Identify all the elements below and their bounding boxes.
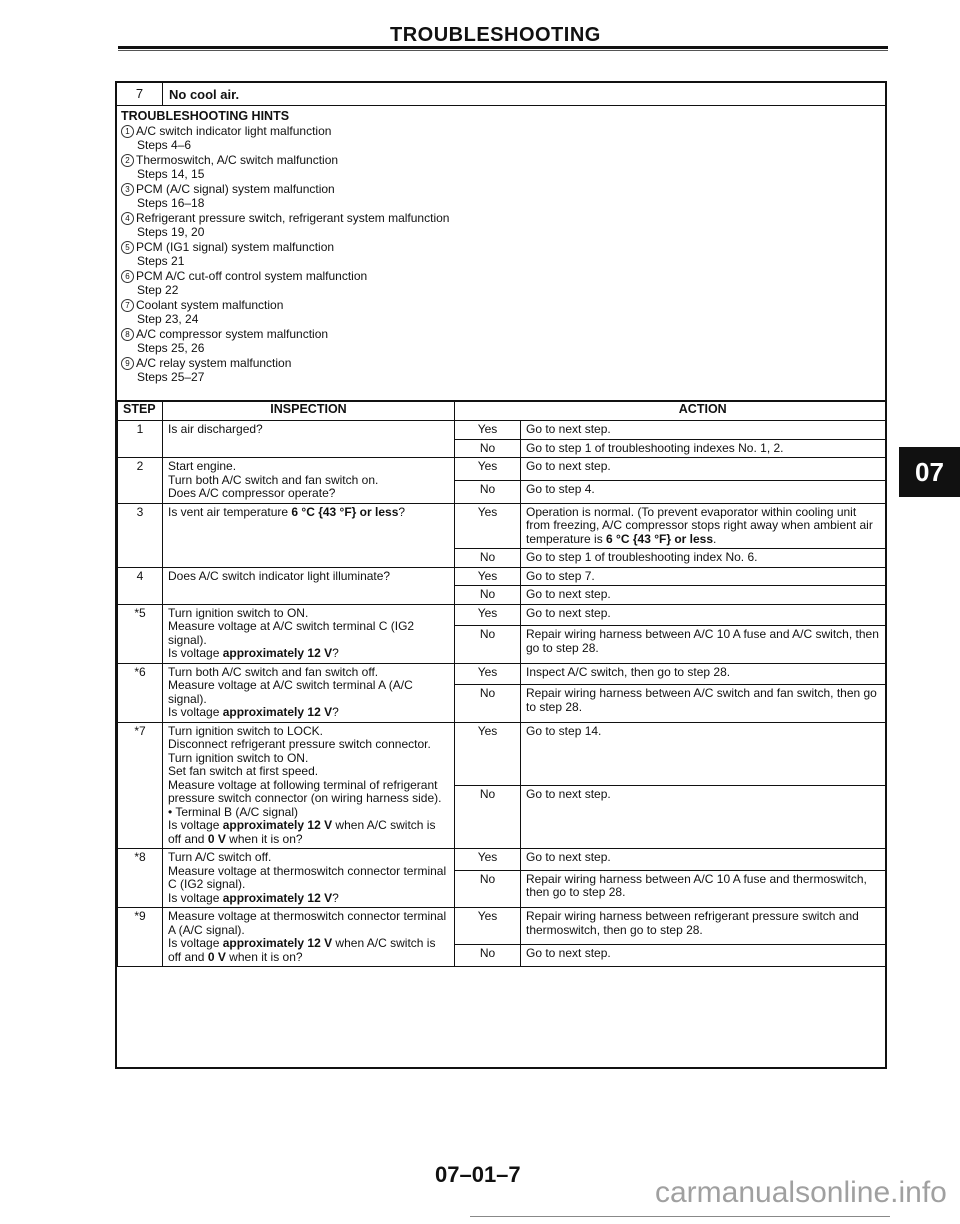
- troubleshooting-hints: [117, 106, 885, 401]
- symptom-header: [117, 83, 885, 106]
- inspection-text: Turn A/C switch off. Measure voltage at thermoswitch connector terminal C (IG2 signal). Is voltage: [168, 850, 447, 905]
- no-label: No: [455, 549, 521, 568]
- troubleshooting-frame: [115, 81, 887, 1069]
- action-text: Go to step 7.: [526, 568, 595, 583]
- table-row: [118, 503, 886, 549]
- yes-action: [521, 722, 886, 785]
- inspection-text: when A/C switch is off and: [168, 818, 436, 846]
- hint-item: [121, 240, 885, 255]
- hint-steps: Step 23, 24: [137, 312, 199, 326]
- hint-item: [121, 153, 885, 168]
- inspection-text: ?: [332, 890, 339, 905]
- yes-action: [521, 567, 886, 586]
- hint-text: Thermoswitch, A/C switch malfunction: [136, 152, 339, 167]
- footer-line: [470, 1216, 890, 1217]
- action-text: Go to next step.: [526, 422, 611, 436]
- yes-label: Yes: [455, 908, 521, 945]
- hint-text: PCM (A/C signal) system malfunction: [136, 181, 335, 196]
- no-action: [521, 685, 886, 722]
- inspection-text: Start engine. Turn both A/C switch and fan switch on. Does A/C compressor operate?: [168, 459, 379, 500]
- hint-steps: Steps 4–6: [137, 138, 192, 152]
- no-label: No: [455, 439, 521, 458]
- title-rule: [118, 46, 888, 49]
- action-text: Repair wiring harness between refrigerant pressure switch and thermoswitch, then go to step 28.: [526, 909, 859, 937]
- no-action: [521, 439, 886, 458]
- no-label: No: [455, 870, 521, 907]
- action-text: Go to step 14.: [526, 723, 602, 738]
- yes-action: [521, 503, 886, 549]
- action-text: Go to next step.: [526, 850, 611, 864]
- table-row: [118, 567, 886, 586]
- inspection-text: Is air discharged?: [168, 422, 263, 436]
- action-text: Operation is normal. (To prevent evaporator within cooling unit from freezing, A/C compressor stops right away when ambient air temperature is: [526, 504, 873, 546]
- inspection-cell: [163, 908, 455, 967]
- no-action: [521, 785, 886, 848]
- yes-action: [521, 458, 886, 481]
- hint-steps: Steps 25–27: [137, 370, 205, 384]
- action-text: Go to next step.: [526, 605, 611, 620]
- inspection-cell: [163, 503, 455, 567]
- table-row: [118, 849, 886, 871]
- inspection-text: Turn both A/C switch and fan switch off. Measure voltage at A/C switch terminal A (A/C signal). Is voltage: [168, 664, 413, 719]
- yes-label: Yes: [455, 421, 521, 440]
- hint-item: [121, 356, 885, 371]
- header-step: STEP: [118, 402, 163, 421]
- title-rule-thin: [118, 50, 888, 51]
- symptom-number: 7: [117, 83, 163, 105]
- inspection-cell: [163, 722, 455, 849]
- action-text: Repair wiring harness between A/C 10 A fuse and A/C switch, then go to step 28.: [526, 627, 879, 655]
- no-label: No: [455, 586, 521, 605]
- hint-item: [121, 124, 885, 139]
- table-row: [118, 663, 886, 685]
- step-number: *6: [118, 663, 163, 722]
- no-label: No: [455, 480, 521, 503]
- circled-number-icon: 9: [121, 357, 134, 370]
- action-text: Go to next step.: [526, 946, 611, 961]
- no-label: No: [455, 685, 521, 722]
- hint-text: Coolant system malfunction: [136, 297, 284, 312]
- yes-action: [521, 849, 886, 871]
- yes-label: Yes: [455, 722, 521, 785]
- inspection-bold: approximately 12 V: [222, 818, 333, 832]
- no-action: [521, 945, 886, 967]
- inspection-bold: 0 V: [207, 949, 226, 964]
- inspection-cell: [163, 458, 455, 504]
- inspection-text: when it is on?: [225, 949, 303, 964]
- table-row: [118, 458, 886, 481]
- circled-number-icon: 7: [121, 299, 134, 312]
- no-action: [521, 626, 886, 663]
- inspection-cell: [163, 849, 455, 908]
- action-text: .: [713, 531, 717, 546]
- inspection-cell: [163, 421, 455, 458]
- yes-label: Yes: [455, 849, 521, 871]
- action-text: Go to step 4.: [526, 481, 595, 496]
- inspection-bold: approximately 12 V: [222, 705, 333, 719]
- yes-action: [521, 604, 886, 626]
- no-action: [521, 870, 886, 907]
- hint-text: A/C compressor system malfunction: [136, 326, 329, 341]
- header-yesno-spacer: [455, 402, 521, 421]
- circled-number-icon: 5: [121, 241, 134, 254]
- inspection-text: Turn ignition switch to ON. Measure voltage at A/C switch terminal C (IG2 signal). Is voltage: [168, 605, 415, 660]
- hint-item: [121, 327, 885, 342]
- inspection-bold: approximately 12 V: [222, 646, 333, 660]
- yes-action: [521, 663, 886, 685]
- hint-steps: Steps 14, 15: [137, 167, 205, 181]
- inspection-bold: approximately 12 V: [222, 890, 333, 905]
- page-number: 07–01–7: [435, 1162, 521, 1187]
- hint-text: A/C switch indicator light malfunction: [136, 123, 332, 138]
- action-text: Go to next step.: [526, 587, 611, 601]
- step-number: 2: [118, 458, 163, 504]
- hint-text: A/C relay system malfunction: [136, 355, 292, 370]
- inspection-bold: 0 V: [207, 831, 226, 846]
- no-label: No: [455, 626, 521, 663]
- circled-number-icon: 3: [121, 183, 134, 196]
- yes-label: Yes: [455, 503, 521, 549]
- circled-number-icon: 4: [121, 212, 134, 225]
- table-row: [118, 908, 886, 945]
- table-header-row: [118, 402, 886, 421]
- header-action: ACTION: [521, 402, 886, 421]
- action-text: Go to next step.: [526, 786, 611, 801]
- hint-steps: Steps 16–18: [137, 196, 205, 210]
- inspection-text: Is vent air temperature: [168, 504, 292, 519]
- step-number: *9: [118, 908, 163, 967]
- hints-title: TROUBLESHOOTING HINTS: [121, 109, 290, 123]
- header-inspection: INSPECTION: [163, 402, 455, 421]
- hint-item: [121, 211, 885, 226]
- hint-text: Refrigerant pressure switch, refrigerant system malfunction: [136, 210, 450, 225]
- no-label: No: [455, 785, 521, 848]
- circled-number-icon: 1: [121, 125, 134, 138]
- chapter-tab[interactable]: 07: [899, 447, 960, 497]
- hint-item: [121, 298, 885, 313]
- inspection-cell: [163, 663, 455, 722]
- action-text: Go to step 1 of troubleshooting index No. 6.: [526, 550, 758, 564]
- circled-number-icon: 2: [121, 154, 134, 167]
- hint-steps: Steps 25, 26: [137, 341, 205, 355]
- action-text: Go to next step.: [526, 459, 611, 473]
- action-text: Go to step 1 of troubleshooting indexes No. 1, 2.: [526, 440, 784, 455]
- step-number: 1: [118, 421, 163, 458]
- step-number: *8: [118, 849, 163, 908]
- inspection-text: Measure voltage at thermoswitch connector terminal A (A/C signal). Is voltage: [168, 909, 447, 950]
- table-row: [118, 421, 886, 440]
- table-row: [118, 722, 886, 785]
- no-action: [521, 480, 886, 503]
- hint-item: [121, 182, 885, 197]
- inspection-text: ?: [332, 646, 339, 660]
- hint-steps: Steps 19, 20: [137, 225, 205, 239]
- symptom-text: No cool air.: [169, 86, 240, 102]
- circled-number-icon: 6: [121, 270, 134, 283]
- step-number: *5: [118, 604, 163, 663]
- yes-label: Yes: [455, 663, 521, 685]
- inspection-text: ?: [398, 504, 406, 519]
- yes-action: [521, 908, 886, 945]
- inspection-cell: [163, 604, 455, 663]
- watermark-text: carmanualsonline.info: [655, 1176, 947, 1209]
- step-number: 4: [118, 567, 163, 604]
- inspection-text: ?: [332, 705, 339, 719]
- inspection-text: when A/C switch is off and: [168, 936, 436, 964]
- inspection-bold: approximately 12 V: [222, 936, 333, 950]
- inspection-table: [117, 401, 886, 967]
- step-number: 3: [118, 503, 163, 567]
- action-text: Inspect A/C switch, then go to step 28.: [526, 664, 731, 679]
- yes-action: [521, 421, 886, 440]
- hint-text: PCM A/C cut-off control system malfunction: [136, 268, 368, 283]
- yes-label: Yes: [455, 458, 521, 481]
- action-bold: 6 °C {43 °F} or less: [606, 531, 714, 546]
- yes-label: Yes: [455, 604, 521, 626]
- action-text: Repair wiring harness between A/C 10 A fuse and thermoswitch, then go to step 28.: [526, 871, 867, 900]
- hint-text: PCM (IG1 signal) system malfunction: [136, 239, 335, 254]
- step-number: *7: [118, 722, 163, 849]
- inspection-text: when it is on?: [225, 831, 303, 846]
- action-text: Repair wiring harness between A/C switch and fan switch, then go to step 28.: [526, 686, 877, 714]
- inspection-text: Does A/C switch indicator light illuminate?: [168, 568, 391, 583]
- hint-steps: Steps 21: [137, 254, 185, 268]
- table-row: [118, 604, 886, 626]
- inspection-text: Turn ignition switch to LOCK. Disconnect refrigerant pressure switch connector. Turn ignition switch to ON. Set fan switch at first speed. Measure voltage at following terminal of refrigerant pressure switch connector (on wiring harness side). • Terminal B (A/C signal) Is voltage: [168, 723, 442, 832]
- yes-label: Yes: [455, 567, 521, 586]
- circled-number-icon: 8: [121, 328, 134, 341]
- hint-steps: Step 22: [137, 283, 179, 297]
- inspection-cell: [163, 567, 455, 604]
- no-label: No: [455, 945, 521, 967]
- inspection-bold: 6 °C {43 °F} or less: [291, 504, 399, 519]
- page-title: TROUBLESHOOTING: [390, 24, 601, 46]
- no-action: [521, 549, 886, 568]
- hint-item: [121, 269, 885, 284]
- no-action: [521, 586, 886, 605]
